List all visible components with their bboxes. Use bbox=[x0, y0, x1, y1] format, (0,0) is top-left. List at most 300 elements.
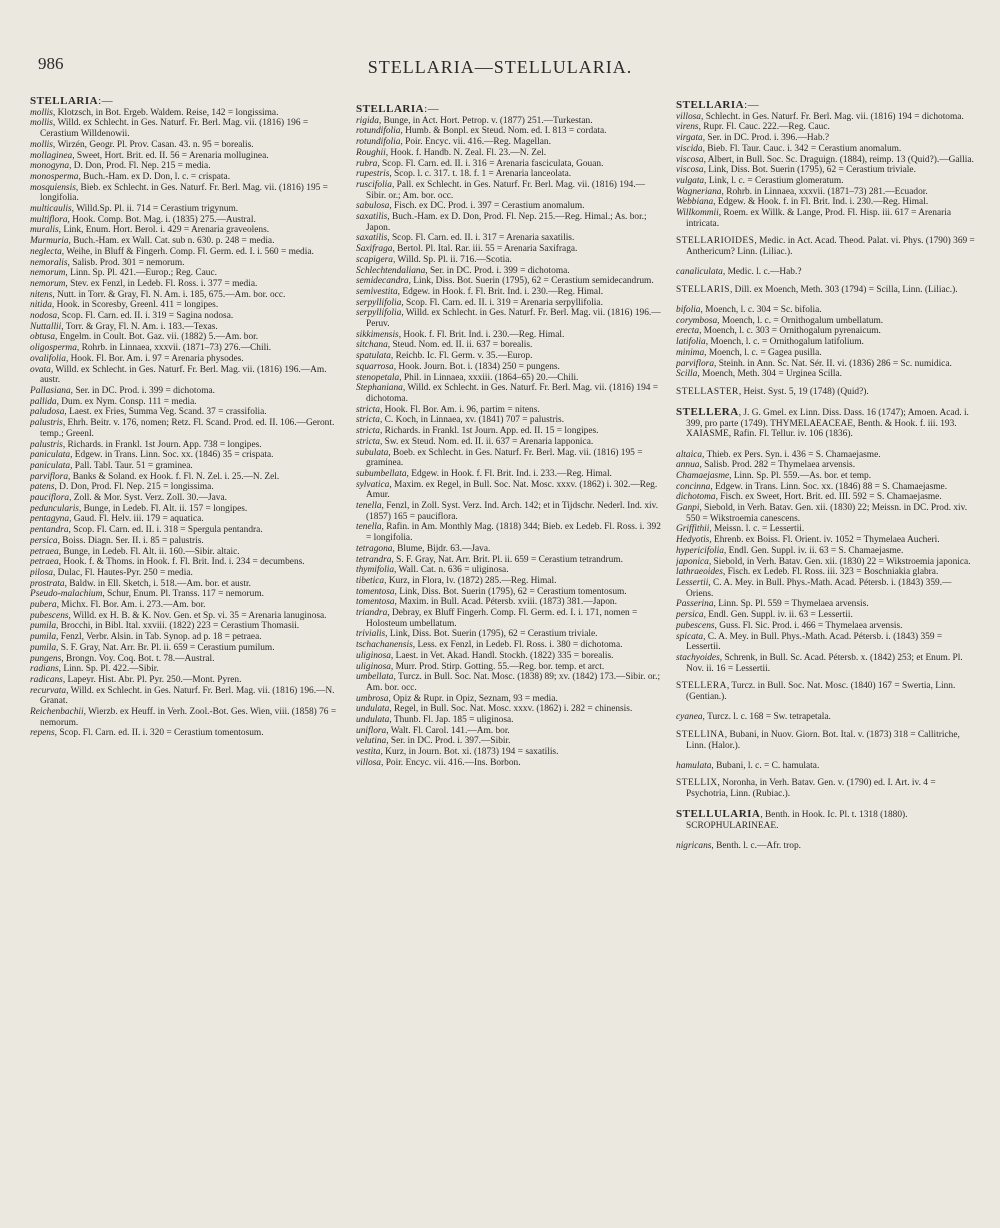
species-citation: , Link, Diss. Bot. Suerin (1795), 62 = Cerastium triviale. bbox=[703, 165, 916, 176]
species-name: corymbosa bbox=[676, 315, 718, 326]
species-citation: , Hook. Fl. Bor. Am. i. 97 = Arenaria physodes. bbox=[65, 353, 244, 364]
species-entry bbox=[356, 672, 662, 693]
species-citation: , S. F. Gray, Nat. Arr. Br. Pl. ii. 659 = Cerastium pumilum. bbox=[56, 642, 275, 653]
species-citation: , Stev. ex Fenzl, in Ledeb. Fl. Ross. i. 377 = media. bbox=[65, 278, 258, 289]
species-citation: , Scop. Fl. Carn. ed. II. i. 317 = Arenaria saxatilis. bbox=[387, 233, 575, 244]
species-name: pubescens bbox=[676, 620, 715, 631]
species-citation: , Hook. Fl. Bor. Am. i. 96, partim = nitens. bbox=[379, 404, 540, 415]
species-citation: , Scop. Fl. Carn. ed. II. i. 316 = Arenaria fasciculata, Gouan. bbox=[377, 158, 604, 169]
species-citation: , Salisb. Prod. 282 = Thymelaea arvensis. bbox=[699, 460, 856, 471]
species-entry bbox=[30, 290, 340, 301]
species-name: paniculata bbox=[30, 460, 71, 471]
species-entry bbox=[356, 587, 662, 598]
species-citation: , Hook. f. Fl. Brit. Ind. i. 230.—Reg. Himal. bbox=[398, 329, 565, 340]
species-entry bbox=[30, 300, 340, 311]
species-name: uniflora bbox=[356, 725, 387, 736]
species-name: Saxifraga bbox=[356, 244, 393, 255]
species-citation: , Bunge, in Ledeb. Fl. Alt. ii. 157 = longipes. bbox=[78, 503, 248, 514]
species-name: pubera bbox=[30, 600, 57, 611]
species-citation: , Hook. Journ. Bot. i. (1834) 250 = pungens. bbox=[393, 361, 560, 372]
species-citation: , Poir. Encyc. vii. 416.—Ins. Borbon. bbox=[381, 757, 521, 768]
species-citation: , Richards. in Frankl. 1st Journ. App. 738 = longipes. bbox=[62, 439, 262, 450]
species-entry bbox=[356, 629, 662, 640]
page-header bbox=[0, 54, 1000, 84]
species-citation: , Linn. Sp. Pl. 559 = Thymelaea arvensis. bbox=[713, 599, 869, 610]
species-citation: , Scop. l. c. 317. t. 18. f. 1 = Arenaria lanceolata. bbox=[389, 169, 572, 180]
species-name: pauciflora bbox=[30, 493, 70, 504]
species-name: nigricans bbox=[676, 840, 712, 851]
species-name: uliginosa bbox=[356, 650, 391, 661]
species-citation: , Willd. Sp. Pl. ii. 716.—Scotia. bbox=[392, 254, 512, 265]
species-name: erecta bbox=[676, 326, 700, 337]
species-entry bbox=[356, 287, 662, 298]
species-name: pumila bbox=[30, 632, 57, 643]
species-citation: , Schrenk, in Bull. Sc. Acad. Pétersb. x. (1842) 253; et Enum. Pl. Nov. ii. 16 = Lessertii. bbox=[686, 652, 963, 674]
species-entry bbox=[356, 180, 662, 201]
genus-name: STELLIX bbox=[676, 778, 718, 789]
species-citation: , Benth. l. c.—Afr. trop. bbox=[711, 840, 801, 851]
species-entry bbox=[676, 450, 976, 461]
species-citation: , Link, Diss. Bot. Suerin (1795), 62 = Cerastium semidecandrum. bbox=[408, 276, 654, 287]
species-citation: , Scop. Fl. Carn. ed. II. i. 319 = Sagina nodosa. bbox=[57, 311, 234, 322]
species-entry bbox=[356, 308, 662, 329]
species-entry bbox=[356, 704, 662, 715]
species-name: pilosa bbox=[30, 567, 53, 578]
species-citation: , Opiz & Rupr. in Opiz, Seznam, 93 = media. bbox=[388, 693, 558, 704]
species-citation: , Wierzb. ex Heuff. in Verh. Zool.-Bot. Ges. Wien, viii. (1858) 76 = nemorum. bbox=[40, 707, 337, 728]
species-citation: , Moench, l. c. = Gagea pusilla. bbox=[704, 347, 822, 358]
genus-citation: , Heist. Syst. 5, 19 (1748) (Quid?). bbox=[738, 386, 869, 397]
species-citation: , Zoll. & Mor. Syst. Verz. Zoll. 30.—Java. bbox=[69, 493, 227, 504]
species-entry bbox=[30, 268, 340, 279]
species-entry bbox=[676, 567, 976, 578]
species-citation: , Schur, Enum. Pl. Transs. 117 = nemorum. bbox=[102, 589, 264, 600]
species-citation: , Bertol. Pl. Ital. Rar. iii. 55 = Arenaria Saxifraga. bbox=[392, 244, 578, 255]
species-entry bbox=[30, 632, 340, 643]
species-entry bbox=[356, 501, 662, 522]
species-citation: , Gaud. Fl. Helv. iii. 179 = aquatica. bbox=[69, 514, 204, 525]
species-citation: , Nutt. in Torr. & Gray, Fl. N. Am. i. 185, 675.—Am. bor. occ. bbox=[52, 289, 286, 300]
species-entry bbox=[356, 758, 662, 769]
species-entry bbox=[356, 426, 662, 437]
species-name: persica bbox=[676, 610, 704, 621]
species-name: persica bbox=[30, 535, 58, 546]
species-name: umbrosa bbox=[356, 693, 389, 704]
species-citation: , Rupr. Fl. Cauc. 222.—Reg. Cauc. bbox=[698, 122, 830, 133]
species-citation: , Thieb. ex Pers. Syn. i. 436 = S. Chamaejasme. bbox=[702, 449, 881, 460]
species-entry bbox=[676, 482, 976, 493]
species-citation: , Link, Diss. Bot. Suerin (1795), 62 = Cerastium triviale. bbox=[385, 629, 598, 640]
species-name: villosa bbox=[356, 757, 381, 768]
species-name: petraea bbox=[30, 546, 59, 557]
species-entry bbox=[356, 201, 662, 212]
species-citation: , Linn. Sp. Pl. 559.—As. bor. et temp. bbox=[729, 470, 872, 481]
page-number: 986 bbox=[38, 54, 64, 73]
species-name: pubescens bbox=[30, 610, 69, 621]
species-entry bbox=[30, 568, 340, 579]
species-entry bbox=[676, 653, 976, 674]
genus-citation: , Bubani, in Nuov. Giorn. Bot. Ital. v. (1873) 318 = Callitriche, Linn. (Halor.). bbox=[686, 729, 960, 751]
species-citation: , D. Don, Prod. Fl. Nep. 215 = media. bbox=[69, 161, 211, 172]
species-name: Roughii bbox=[356, 147, 386, 158]
species-name: nitida bbox=[30, 300, 52, 311]
species-entry bbox=[676, 187, 976, 198]
species-entry bbox=[30, 183, 340, 204]
species-citation: , Scop. Fl. Carn. ed. II. i. 318 = Spergula pentandra. bbox=[68, 525, 263, 536]
species-name: saxatilis bbox=[356, 233, 388, 244]
species-name: Hedyotis bbox=[676, 535, 710, 546]
species-entry bbox=[30, 311, 340, 322]
species-entry bbox=[676, 305, 976, 316]
species-name: repens bbox=[30, 728, 55, 739]
species-name: nitens bbox=[30, 289, 53, 300]
species-citation: , Edgew. in Hook. f. Fl. Brit. Ind. i. 233.—Reg. Himal. bbox=[406, 468, 612, 479]
species-name: monosperma bbox=[30, 171, 79, 182]
species-entry bbox=[30, 161, 340, 172]
species-name: altaica bbox=[676, 449, 703, 460]
genus-citation: , J. G. Gmel. ex Linn. Diss. Dass. 16 (1747); Amoen. Acad. i. 399, pro parte (1749). THYMELAEACEAE, Benth. & Hook. f. iii. 193. XAIASME, Rafin. Fl. Tellur. iv. 106 (1836). bbox=[686, 408, 969, 440]
species-name: paludosa bbox=[30, 407, 65, 418]
species-entry bbox=[356, 169, 662, 180]
species-entry bbox=[30, 728, 340, 739]
species-entry bbox=[30, 258, 340, 269]
species-name: serpyllifolia bbox=[356, 297, 402, 308]
species-citation: , Kurz, in Flora, lv. (1872) 285.—Reg. Himal. bbox=[384, 575, 557, 586]
species-entry bbox=[356, 597, 662, 608]
species-citation: , Moench, l. c. 303 = Ornithogalum pyrenaicum. bbox=[699, 326, 881, 337]
species-name: pumila bbox=[30, 642, 57, 653]
species-entry bbox=[676, 112, 976, 123]
species-citation: , Sw. ex Steud. Nom. ed. II. ii. 637 = Arenaria lapponica. bbox=[379, 436, 594, 447]
species-name: pallida bbox=[30, 396, 57, 407]
species-entry bbox=[356, 255, 662, 266]
species-entry bbox=[356, 662, 662, 673]
species-name: viscosa bbox=[676, 165, 704, 176]
species-citation: , Bunge, in Ledeb. Fl. Alt. ii. 160.—Sibir. altaic. bbox=[58, 546, 240, 557]
species-name: mosquiensis bbox=[30, 182, 76, 193]
species-citation: , Reichb. Ic. Fl. Germ. v. 35.—Europ. bbox=[390, 351, 533, 362]
species-name: Wagneriana bbox=[676, 186, 722, 197]
species-entry bbox=[676, 316, 976, 327]
species-entry bbox=[676, 369, 976, 380]
genus-name: STELLULARIA bbox=[676, 808, 761, 821]
species-entry bbox=[676, 761, 976, 772]
species-name: mollis bbox=[30, 107, 53, 118]
species-entry bbox=[356, 694, 662, 705]
species-citation: , Endl. Gen. Suppl. iv. ii. 63 = S. Chamaejasme. bbox=[723, 545, 904, 556]
species-name: pentagyna bbox=[30, 514, 70, 525]
species-citation: , Maxim. in Bull. Acad. Pétersb. xviii. (1873) 381.—Japon. bbox=[394, 597, 617, 608]
species-entry bbox=[356, 137, 662, 148]
species-name: concinna bbox=[676, 481, 711, 492]
species-name: Griffithii bbox=[676, 524, 710, 535]
species-name: tenella bbox=[356, 522, 382, 533]
species-entry bbox=[676, 208, 976, 229]
species-entry bbox=[676, 326, 976, 337]
species-citation: , Ser. in DC. Prod. i. 399 = dichotoma. bbox=[70, 385, 215, 396]
species-name: hamulata bbox=[676, 760, 712, 771]
species-entry bbox=[30, 151, 340, 162]
species-entry bbox=[30, 504, 340, 515]
species-name: Chamaejasme bbox=[676, 470, 730, 481]
species-citation: , Guss. Fl. Sic. Prod. i. 466 = Thymelaea arvensis. bbox=[714, 620, 903, 631]
species-entry bbox=[356, 266, 662, 277]
species-entry bbox=[676, 492, 976, 503]
species-entry bbox=[30, 236, 340, 247]
species-name: sabulosa bbox=[356, 201, 390, 212]
species-entry bbox=[676, 610, 976, 621]
species-name: recurvata bbox=[30, 685, 67, 696]
species-citation: , Hook. f. & Thoms. in Hook. f. Fl. Brit. Ind. i. 234 = decumbens. bbox=[58, 557, 305, 568]
species-citation: , Bieb. ex Schlecht. in Ges. Naturf. Fr. Berl. Mag. vii. (1816) 195 = longifolia. bbox=[40, 182, 328, 204]
species-entry bbox=[30, 215, 340, 226]
species-name: tomentosa bbox=[356, 586, 395, 597]
species-citation: , Link, Enum. Hort. Berol. i. 429 = Arenaria graveolens. bbox=[58, 225, 270, 236]
species-entry bbox=[356, 330, 662, 341]
species-name: umbellata bbox=[356, 672, 394, 683]
species-name: villosa bbox=[676, 111, 701, 122]
species-entry bbox=[676, 176, 976, 187]
species-entry bbox=[356, 565, 662, 576]
species-name: subulata bbox=[356, 447, 389, 458]
species-citation: , Albert, in Bull. Soc. Sc. Draguign. (1884), reimp. 13 (Quid?).—Gallia. bbox=[703, 154, 974, 165]
species-entry bbox=[356, 126, 662, 137]
genus-name: STELLARIOIDES bbox=[676, 236, 755, 247]
species-name: stenopetala bbox=[356, 372, 400, 383]
species-entry bbox=[356, 522, 662, 543]
species-citation: , Hook. in Scoresby, Greenl. 411 = longipes. bbox=[51, 300, 219, 311]
species-entry bbox=[676, 165, 976, 176]
species-entry bbox=[356, 747, 662, 758]
species-citation: , Blume, Bijdr. 63.—Java. bbox=[392, 543, 491, 554]
species-name: pungens bbox=[30, 653, 62, 664]
species-name: patens bbox=[30, 482, 55, 493]
species-name: canaliculata bbox=[676, 267, 723, 278]
species-name: stricta bbox=[356, 404, 380, 415]
species-citation: , Steud. Nom. ed. II. ii. 637 = borealis. bbox=[387, 340, 533, 351]
species-name: parviflora bbox=[30, 471, 69, 482]
species-citation: , Hook. Comp. Bot. Mag. i. (1835) 275.—Austral. bbox=[67, 214, 256, 225]
species-entry bbox=[676, 546, 976, 557]
column-heading: STELLARIA :— bbox=[30, 96, 340, 107]
species-entry bbox=[356, 437, 662, 448]
species-entry bbox=[30, 225, 340, 236]
species-entry bbox=[356, 298, 662, 309]
species-citation: , Pall. ex Schlecht. in Ges. Naturf. Fr. Berl. Mag. vii. (1816) 194.—Sibir. or.; Am. bor. occ. bbox=[366, 179, 646, 201]
species-name: trivialis bbox=[356, 629, 386, 640]
species-entry bbox=[356, 244, 662, 255]
species-citation: , Roem. ex Willk. & Lange, Prod. Fl. Hisp. iii. 617 = Arenaria intricata. bbox=[686, 208, 952, 229]
species-entry bbox=[356, 726, 662, 737]
species-name: ovata bbox=[30, 364, 51, 375]
species-name: uliginosa bbox=[356, 661, 391, 672]
species-citation: , Less. ex Fenzl, in Ledeb. Fl. Ross. i. 380 = dichotoma. bbox=[412, 640, 623, 651]
species-citation: , Kurz, in Journ. Bot. xi. (1873) 194 = saxatilis. bbox=[380, 747, 559, 758]
species-entry bbox=[30, 322, 340, 333]
species-citation: , Scop. Fl. Carn. ed. II. i. 319 = Arenaria serpyllifolia. bbox=[401, 297, 603, 308]
species-entry bbox=[30, 654, 340, 665]
species-entry bbox=[676, 471, 976, 482]
species-citation: , Medic. l. c.—Hab.? bbox=[722, 267, 802, 278]
species-citation: , Willd.Sp. Pl. ii. 714 = Cerastium trigynum. bbox=[71, 204, 239, 215]
species-entry bbox=[30, 279, 340, 290]
species-citation: , Torr. & Gray, Fl. N. Am. i. 183.—Texas. bbox=[61, 321, 218, 332]
species-entry bbox=[356, 276, 662, 287]
species-citation: , Steinh. in Ann. Sc. Nat. Sér. II. vi. (1836) 286 = Sc. numidica. bbox=[714, 358, 952, 369]
species-entry bbox=[356, 383, 662, 404]
species-citation: , Turcz. l. c. 168 = Sw. tetrapetala. bbox=[702, 712, 831, 723]
species-entry bbox=[356, 640, 662, 651]
genus-entry bbox=[676, 285, 976, 296]
species-entry bbox=[30, 108, 340, 119]
species-citation: , Ser. in DC. Prod. i. 399 = dichotoma. bbox=[425, 265, 570, 276]
species-citation: , Edgew. in Trans. Linn. Soc. xx. (1846) 88 = S. Chamaejasme. bbox=[710, 481, 948, 492]
species-name: tetragona bbox=[356, 543, 393, 554]
species-entry bbox=[30, 686, 340, 707]
species-name: Scilla bbox=[676, 369, 698, 380]
genus-entry bbox=[676, 387, 976, 398]
species-entry bbox=[30, 536, 340, 547]
species-name: squarrosa bbox=[356, 361, 394, 372]
species-name: stricta bbox=[356, 415, 380, 426]
column-heading: STELLARIA :— bbox=[676, 100, 976, 111]
species-citation: , Linn. Sp. Pl. 422.—Sibir. bbox=[58, 664, 159, 675]
species-citation: , Rohrb. in Linnaea, xxxvii. (1871–73) 281.—Ecuador. bbox=[721, 186, 928, 197]
species-name: tschachanensis bbox=[356, 640, 413, 651]
species-entry bbox=[30, 600, 340, 611]
species-name: spicata bbox=[676, 631, 704, 642]
species-name: nodosa bbox=[30, 311, 58, 322]
species-name: mollaginea bbox=[30, 150, 73, 161]
species-citation: , Klotzsch, in Bot. Ergeb. Waldem. Reise, 142 = longissima. bbox=[52, 107, 279, 118]
species-entry bbox=[30, 397, 340, 408]
species-citation: , Buch.-Ham. ex D. Don, l. c. = crispata. bbox=[78, 171, 231, 182]
species-entry bbox=[356, 715, 662, 726]
species-entry bbox=[30, 386, 340, 397]
species-name: nemorum bbox=[30, 278, 66, 289]
species-name: undulata bbox=[356, 715, 390, 726]
species-name: latifolia bbox=[676, 337, 706, 348]
species-citation: , Hook. f. Handb. N. Zeal. Fl. 23.—N. Zel. bbox=[385, 147, 547, 158]
genus-citation: , Noronha, in Verh. Batav. Gen. v. (1790) ed. I. Art. iv. 4 = Psychotria, Linn. (Rubiac.). bbox=[686, 778, 936, 800]
species-name: saxatilis bbox=[356, 212, 388, 223]
species-citation: , Willd. ex Schlecht. in Ges. Naturf. Fr. Berl. Mag. vii. (1816) 196.—Am. austr. bbox=[40, 364, 327, 386]
genus-entry bbox=[676, 236, 976, 257]
species-entry bbox=[356, 608, 662, 629]
species-entry bbox=[30, 418, 340, 439]
species-entry bbox=[30, 707, 340, 728]
species-entry bbox=[30, 579, 340, 590]
species-name: radicans bbox=[30, 674, 63, 685]
species-entry bbox=[676, 599, 976, 610]
species-citation: , Schlecht. in Ges. Naturf. Fr. Berl. Mag. vii. (1816) 194 = dichotoma. bbox=[701, 111, 964, 122]
species-name: tetrandra bbox=[356, 554, 392, 565]
species-citation: , Endl. Gen. Suppl. iv. ii. 63 = Lessertii. bbox=[703, 610, 853, 621]
species-entry bbox=[676, 122, 976, 133]
column-heading: STELLARIA :— bbox=[356, 104, 662, 115]
species-entry bbox=[30, 450, 340, 461]
species-citation: , Brongn. Voy. Coq. Bot. t. 78.—Austral. bbox=[61, 653, 215, 664]
species-citation: , Willd. ex Schlecht. in Ges. Naturf. Fr. Berl. Mag. vii. (1816) 196 = Cerastium Willdenowii. bbox=[40, 118, 309, 140]
species-name: rotundifolia bbox=[356, 137, 401, 148]
species-citation: , Richards. in Frankl. 1st Journ. App. ed. II. 15 = longipes. bbox=[379, 426, 599, 437]
species-name: semivestita bbox=[356, 286, 398, 297]
species-citation: , Laest. in Vet. Akad. Handl. Stockh. (1822) 335 = borealis. bbox=[390, 650, 614, 661]
species-entry bbox=[356, 544, 662, 555]
genus-citation: , Dill. ex Moench, Meth. 303 (1794) = Scilla, Linn. (Liliac.). bbox=[729, 284, 958, 295]
species-name: sitchana bbox=[356, 340, 388, 351]
species-citation: , Michx. Fl. Bor. Am. i. 273.—Am. bor. bbox=[56, 600, 206, 611]
species-entry bbox=[356, 148, 662, 159]
species-citation: , Edgew. in Hook. f. Fl. Brit. Ind. i. 230.—Reg. Himal. bbox=[397, 286, 604, 297]
species-entry bbox=[676, 348, 976, 359]
species-entry bbox=[30, 247, 340, 258]
species-entry bbox=[356, 340, 662, 351]
species-citation: , Salisb. Prod. 301 = nemorum. bbox=[67, 257, 185, 268]
species-citation: , Buch.-Ham. ex D. Don, Prod. Fl. Nep. 215.—Reg. Himal.; As. bor.; Japon. bbox=[366, 212, 647, 233]
species-entry bbox=[676, 337, 976, 348]
species-entry bbox=[30, 675, 340, 686]
species-name: palustris bbox=[30, 418, 63, 429]
species-citation: , Phil. in Linnaea, xxxiii. (1864–65) 20.—Chili. bbox=[399, 372, 579, 383]
species-entry bbox=[356, 233, 662, 244]
species-entry bbox=[30, 354, 340, 365]
species-name: virgata bbox=[676, 133, 703, 144]
species-name: Lessertii bbox=[676, 577, 709, 588]
genus-entry bbox=[676, 730, 976, 751]
species-entry bbox=[356, 362, 662, 373]
species-citation: , Meissn. l. c. = Lessertii. bbox=[709, 524, 805, 535]
species-entry bbox=[30, 493, 340, 504]
species-citation: , Willd. ex Schlecht. in Ges. Naturf. Fr. Berl. Mag. vii. (1816) 196.—Peruv. bbox=[366, 308, 661, 330]
species-name: petraea bbox=[30, 557, 59, 568]
species-citation: , Boiss. Diagn. Ser. II. i. 85 = palustris. bbox=[57, 535, 204, 546]
species-name: tibetica bbox=[356, 575, 385, 586]
species-name: tomentosa bbox=[356, 597, 395, 608]
species-citation: , Walt. Fl. Carol. 141.—Am. bor. bbox=[386, 725, 510, 736]
species-citation: , Baldw. in Ell. Sketch, i. 518.—Am. bor. et austr. bbox=[64, 578, 251, 589]
species-name: lathraeoides bbox=[676, 567, 723, 578]
genus-name: STELLERA bbox=[676, 681, 727, 692]
genus-name: STELLERA bbox=[676, 406, 739, 419]
species-name: mollis bbox=[30, 139, 53, 150]
species-name: viscida bbox=[676, 143, 703, 154]
species-citation: , Thunb. Fl. Jap. 185 = uliginosa. bbox=[389, 715, 514, 726]
species-citation: , Ehrenb. ex Boiss. Fl. Orient. iv. 1052 = Thymelaea Aucheri. bbox=[709, 535, 940, 546]
species-citation: , Moench, l. c. = Ornithogalum latifolium. bbox=[705, 337, 864, 348]
species-citation: , Siebold, in Verh. Batav. Gen. xii. (1830) 22 = Wikstroemia japonica. bbox=[708, 556, 971, 567]
species-citation: , Moench, Meth. 304 = Urginea Scilla. bbox=[697, 369, 843, 380]
species-name: Pallasiana bbox=[30, 385, 71, 396]
species-name: muralis bbox=[30, 225, 59, 236]
species-citation: , D. Don, Prod. Fl. Nep. 215 = longissima. bbox=[54, 482, 214, 493]
species-citation: , Fenzl, in Zoll. Syst. Verz. Ind. Arch. 142; et in Tijdschr. Nederl. Ind. xiv. (1857) 165 = pauciflora. bbox=[366, 501, 659, 522]
running-title: STELLARIA—STELLULARIA. bbox=[367, 57, 633, 77]
species-citation: , Fisch. ex Ledeb. Fl. Ross. iii. 323 = Boschniakia glabra. bbox=[722, 567, 939, 578]
species-name: Passerina bbox=[676, 599, 714, 610]
species-entry bbox=[30, 172, 340, 183]
species-entry bbox=[356, 373, 662, 384]
entry-list bbox=[676, 112, 976, 230]
species-entry bbox=[356, 480, 662, 501]
species-entry bbox=[676, 632, 976, 653]
species-citation: , C. A. Mey. in Bull. Phys.-Math. Acad. Pétersb. i. (1843) 359 = Lessertii. bbox=[686, 631, 943, 653]
species-citation: , Buch.-Ham. ex Wall. Cat. sub n. 630. p. 248 = media. bbox=[68, 236, 275, 247]
species-name: Webbiana bbox=[676, 197, 714, 208]
species-entry bbox=[356, 415, 662, 426]
species-citation: , Link, Diss. Bot. Suerin (1795), 62 = Cerastium tomentosum. bbox=[394, 586, 627, 597]
species-entry bbox=[356, 469, 662, 480]
